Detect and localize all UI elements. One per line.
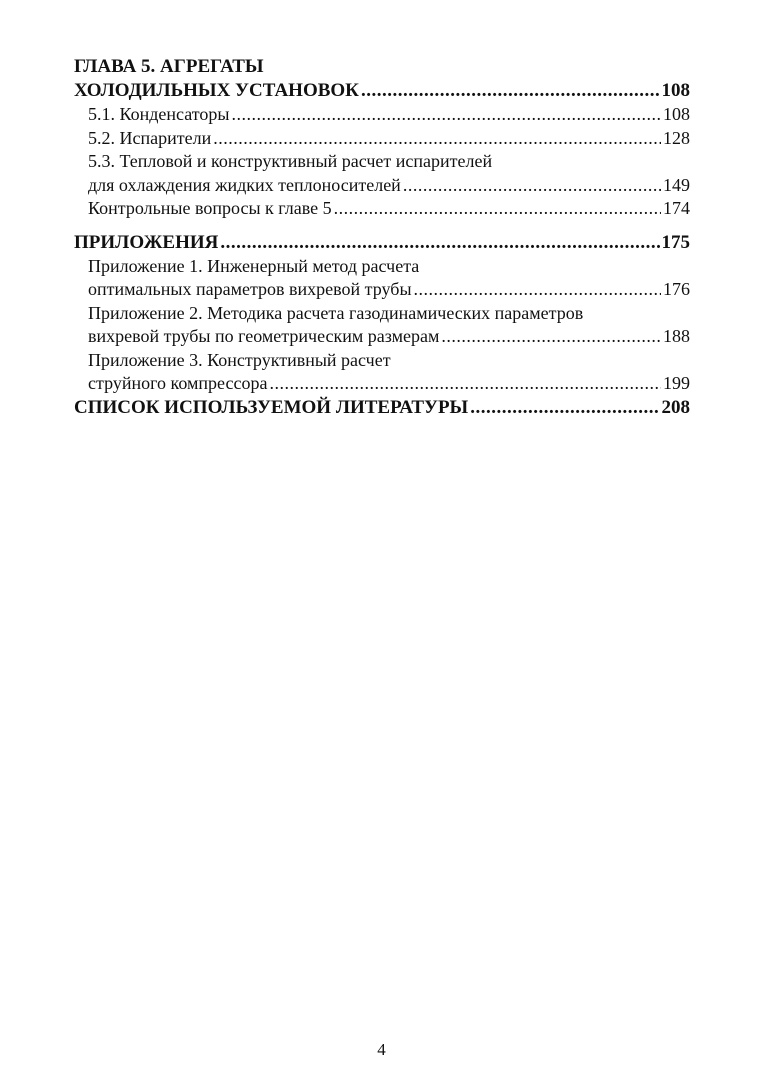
toc-appendix-3[interactable] [74,349,690,396]
toc-appendices-title: ПРИЛОЖЕНИЯ [74,231,219,253]
toc-item-page: 188 [663,326,690,346]
dot-leader [220,231,659,255]
toc-appendix-2[interactable] [74,302,690,349]
toc-item-page: 174 [663,198,690,218]
toc-item-page: 108 [663,104,690,124]
dot-leader [361,79,660,103]
toc-item-5-3[interactable] [74,150,690,197]
dot-leader [441,325,661,349]
dot-leader [334,197,661,221]
dot-leader [470,396,659,420]
toc-item-label-line2: для охлаждения жидких теплоносителей [88,174,401,195]
toc-item-page: 149 [663,174,690,195]
dot-leader [403,174,661,198]
toc-item-label-line2: струйного компрессора [88,373,268,393]
toc-item-label-line1: Приложение 3. Конструктивный расчет [88,349,391,370]
toc-appendices[interactable] [74,231,690,255]
toc-item-label-line1: 5.3. Тепловой и конструктивный расчет испарителей [88,151,493,171]
toc-item-label-line2: оптимальных параметров вихревой трубы [88,279,412,299]
dot-leader [231,103,661,127]
toc-item-label: Контрольные вопросы к главе 5 [88,198,332,218]
toc-appendix-1[interactable] [74,255,690,302]
toc-references-page: 208 [661,396,690,418]
toc-item-page: 199 [663,373,690,393]
dot-leader [213,127,661,151]
table-of-contents [74,55,690,420]
toc-item-5-1[interactable] [74,103,690,127]
toc-item-control-questions[interactable] [74,197,690,221]
toc-item-page: 128 [663,127,690,148]
page-number: 4 [377,1040,386,1059]
toc-chapter-5-title-line2: ХОЛОДИЛЬНЫХ УСТАНОВОК [74,80,359,101]
toc-references[interactable] [74,396,690,420]
toc-item-label-line2: вихревой трубы по геометрическим размерам [88,326,440,346]
dot-leader [414,278,661,302]
toc-chapter-5-page: 108 [661,80,690,101]
toc-item-5-2[interactable] [74,127,690,151]
dot-leader [269,372,661,396]
toc-item-label: 5.2. Испарители [88,127,212,148]
toc-chapter-5[interactable] [74,55,690,103]
toc-item-label-line1: Приложение 2. Методика расчета газодинамических параметров [88,302,584,323]
toc-appendices-page: 175 [661,231,690,253]
toc-chapter-5-title-line1: ГЛАВА 5. АГРЕГАТЫ [74,56,264,77]
toc-references-title: СПИСОК ИСПОЛЬЗУЕМОЙ ЛИТЕРАТУРЫ [74,396,469,418]
toc-item-label-line1: Приложение 1. Инженерный метод расчета [88,255,420,276]
toc-item-label: 5.1. Конденсаторы [88,104,230,124]
toc-item-page: 176 [663,279,690,299]
